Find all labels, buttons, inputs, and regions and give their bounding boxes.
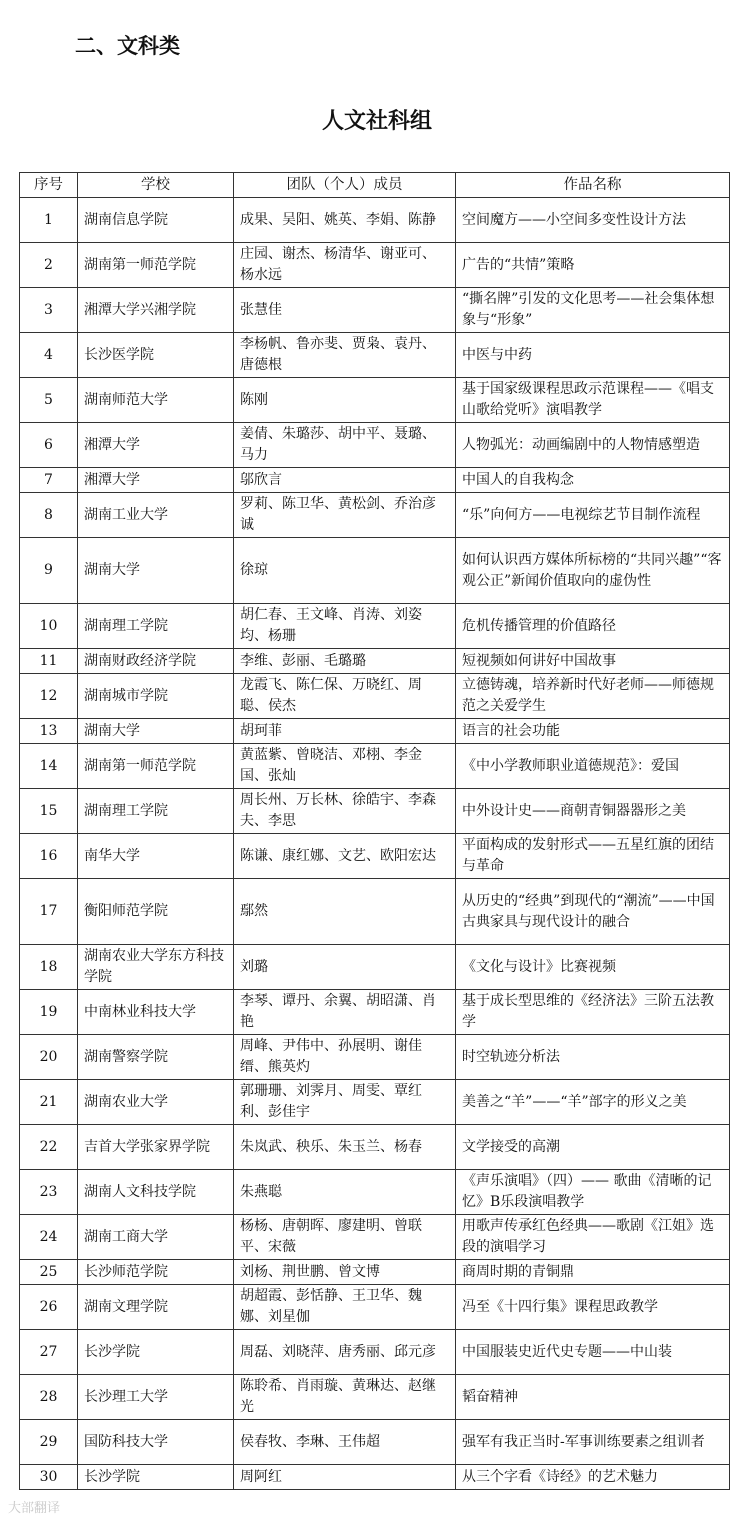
cell-members: 李杨帆、鲁亦斐、贾枭、袁丹、唐德根 bbox=[234, 333, 456, 378]
table-row bbox=[20, 879, 730, 945]
cell-members: 陈刚 bbox=[234, 378, 456, 423]
cell-school: 长沙师范学院 bbox=[78, 1260, 234, 1285]
cell-work-title: 商周时期的青铜鼎 bbox=[456, 1260, 730, 1285]
cell-number: 29 bbox=[20, 1420, 78, 1465]
table-body bbox=[20, 198, 730, 1490]
cell-school: 湖南人文科技学院 bbox=[78, 1170, 234, 1215]
cell-number: 11 bbox=[20, 649, 78, 674]
cell-members: 徐琼 bbox=[234, 538, 456, 604]
cell-work-title: 语言的社会功能 bbox=[456, 719, 730, 744]
table-row bbox=[20, 1420, 730, 1465]
cell-work-title: 立德铸魂，培养新时代好老师——师德规范之关爱学生 bbox=[456, 674, 730, 719]
cell-school: 长沙学院 bbox=[78, 1330, 234, 1375]
cell-school: 湖南工业大学 bbox=[78, 493, 234, 538]
cell-work-title: 韬奋精神 bbox=[456, 1375, 730, 1420]
table-row bbox=[20, 604, 730, 649]
header-members: 团队（个人）成员 bbox=[234, 173, 456, 198]
cell-work-title: 《声乐演唱》（四）—— 歌曲《清晰的记忆》B乐段演唱教学 bbox=[456, 1170, 730, 1215]
cell-members: 朱岚武、秧乐、朱玉兰、杨春 bbox=[234, 1125, 456, 1170]
cell-number: 9 bbox=[20, 538, 78, 604]
table-row bbox=[20, 744, 730, 789]
cell-work-title: 中医与中药 bbox=[456, 333, 730, 378]
cell-members: 陈谦、康红娜、文艺、欧阳宏达 bbox=[234, 834, 456, 879]
cell-school: 国防科技大学 bbox=[78, 1420, 234, 1465]
table-row bbox=[20, 333, 730, 378]
cell-members: 罗莉、陈卫华、黄松剑、乔治彦诚 bbox=[234, 493, 456, 538]
cell-school: 湖南警察学院 bbox=[78, 1035, 234, 1080]
cell-members: 侯春牧、李琳、王伟超 bbox=[234, 1420, 456, 1465]
cell-work-title: 中国服装史近代史专题——中山装 bbox=[456, 1330, 730, 1375]
cell-school: 湖南大学 bbox=[78, 538, 234, 604]
cell-members: 龙霞飞、陈仁保、万晓红、周聪、侯杰 bbox=[234, 674, 456, 719]
cell-number: 24 bbox=[20, 1215, 78, 1260]
table-row bbox=[20, 1125, 730, 1170]
cell-members: 黄蓝紫、曾晓洁、邓栩、李金国、张灿 bbox=[234, 744, 456, 789]
cell-school: 湖南农业大学 bbox=[78, 1080, 234, 1125]
cell-members: 成果、吴阳、姚英、李娟、陈静 bbox=[234, 198, 456, 243]
cell-school: 湖南农业大学东方科技学院 bbox=[78, 945, 234, 990]
table-row bbox=[20, 1465, 730, 1490]
table-row bbox=[20, 674, 730, 719]
cell-number: 20 bbox=[20, 1035, 78, 1080]
table-row bbox=[20, 1170, 730, 1215]
cell-work-title: 美善之“羊”——“羊”部字的形义之美 bbox=[456, 1080, 730, 1125]
cell-work-title: 从三个字看《诗经》的艺术魅力 bbox=[456, 1465, 730, 1490]
table-row bbox=[20, 789, 730, 834]
cell-work-title: 广告的“共情”策略 bbox=[456, 243, 730, 288]
cell-school: 湖南理工学院 bbox=[78, 789, 234, 834]
table-row bbox=[20, 468, 730, 493]
cell-school: 湘潭大学 bbox=[78, 423, 234, 468]
cell-work-title: 时空轨迹分析法 bbox=[456, 1035, 730, 1080]
cell-school: 湖南财政经济学院 bbox=[78, 649, 234, 674]
cell-work-title: “乐”向何方——电视综艺节目制作流程 bbox=[456, 493, 730, 538]
cell-number: 7 bbox=[20, 468, 78, 493]
table-row bbox=[20, 1035, 730, 1080]
table-row bbox=[20, 493, 730, 538]
cell-school: 湘潭大学兴湘学院 bbox=[78, 288, 234, 333]
cell-school: 长沙理工大学 bbox=[78, 1375, 234, 1420]
cell-number: 8 bbox=[20, 493, 78, 538]
cell-work-title: 文学接受的高潮 bbox=[456, 1125, 730, 1170]
award-table bbox=[19, 172, 730, 1490]
cell-number: 2 bbox=[20, 243, 78, 288]
table-row bbox=[20, 288, 730, 333]
cell-members: 朱燕聪 bbox=[234, 1170, 456, 1215]
cell-members: 李维、彭丽、毛璐璐 bbox=[234, 649, 456, 674]
cell-number: 19 bbox=[20, 990, 78, 1035]
table-row bbox=[20, 1375, 730, 1420]
cell-work-title: 《中小学教师职业道德规范》：爱国 bbox=[456, 744, 730, 789]
cell-members: 刘璐 bbox=[234, 945, 456, 990]
table-row bbox=[20, 198, 730, 243]
section-heading: 二、文科类 bbox=[75, 34, 180, 58]
cell-school: 湖南文理学院 bbox=[78, 1285, 234, 1330]
cell-work-title: 如何认识西方媒体所标榜的“共同兴趣”“客观公正”新闻价值取向的虚伪性 bbox=[456, 538, 730, 604]
cell-number: 30 bbox=[20, 1465, 78, 1490]
cell-members: 胡超霞、彭恬静、王卫华、魏娜、刘星伽 bbox=[234, 1285, 456, 1330]
cell-work-title: “撕名牌”引发的文化思考——社会集体想象与“形象” bbox=[456, 288, 730, 333]
table-row bbox=[20, 649, 730, 674]
cell-work-title: 冯至《十四行集》课程思政教学 bbox=[456, 1285, 730, 1330]
cell-number: 15 bbox=[20, 789, 78, 834]
table-row bbox=[20, 990, 730, 1035]
cell-number: 13 bbox=[20, 719, 78, 744]
group-title: 人文社科组 bbox=[321, 109, 432, 134]
cell-work-title: 从历史的“经典”到现代的“潮流”——中国古典家具与现代设计的融合 bbox=[456, 879, 730, 945]
cell-work-title: 平面构成的发射形式——五星红旗的团结与革命 bbox=[456, 834, 730, 879]
cell-number: 26 bbox=[20, 1285, 78, 1330]
table-row bbox=[20, 834, 730, 879]
cell-number: 14 bbox=[20, 744, 78, 789]
header-school: 学校 bbox=[78, 173, 234, 198]
cell-number: 28 bbox=[20, 1375, 78, 1420]
cell-school: 湖南信息学院 bbox=[78, 198, 234, 243]
cell-number: 17 bbox=[20, 879, 78, 945]
cell-work-title: 中外设计史——商朝青铜器器形之美 bbox=[456, 789, 730, 834]
cell-work-title: 危机传播管理的价值路径 bbox=[456, 604, 730, 649]
cell-work-title: 短视频如何讲好中国故事 bbox=[456, 649, 730, 674]
cell-school: 长沙学院 bbox=[78, 1465, 234, 1490]
table-row bbox=[20, 423, 730, 468]
cell-members: 胡珂菲 bbox=[234, 719, 456, 744]
table-row bbox=[20, 378, 730, 423]
header-title: 作品名称 bbox=[456, 173, 730, 198]
cell-school: 湖南师范大学 bbox=[78, 378, 234, 423]
table-row bbox=[20, 719, 730, 744]
table-row bbox=[20, 243, 730, 288]
cell-members: 陈聆希、肖雨璇、黄琳达、赵继光 bbox=[234, 1375, 456, 1420]
cell-school: 湖南第一师范学院 bbox=[78, 243, 234, 288]
cell-work-title: 空间魔方——小空间多变性设计方法 bbox=[456, 198, 730, 243]
cell-school: 南华大学 bbox=[78, 834, 234, 879]
cell-members: 周峰、尹伟中、孙展明、谢佳缙、熊英灼 bbox=[234, 1035, 456, 1080]
header-no: 序号 bbox=[20, 173, 78, 198]
cell-school: 中南林业科技大学 bbox=[78, 990, 234, 1035]
cell-members: 张慧佳 bbox=[234, 288, 456, 333]
cell-number: 3 bbox=[20, 288, 78, 333]
cell-number: 22 bbox=[20, 1125, 78, 1170]
cell-work-title: 用歌声传承红色经典——歌剧《江姐》选段的演唱学习 bbox=[456, 1215, 730, 1260]
cell-number: 4 bbox=[20, 333, 78, 378]
cell-school: 湘潭大学 bbox=[78, 468, 234, 493]
cell-number: 12 bbox=[20, 674, 78, 719]
cell-members: 刘杨、荆世鹏、曾文博 bbox=[234, 1260, 456, 1285]
cell-members: 鄢然 bbox=[234, 879, 456, 945]
cell-members: 周长州、万长林、徐皓宇、李森夫、李思 bbox=[234, 789, 456, 834]
cell-number: 25 bbox=[20, 1260, 78, 1285]
cell-number: 10 bbox=[20, 604, 78, 649]
cell-number: 6 bbox=[20, 423, 78, 468]
table-row bbox=[20, 1285, 730, 1330]
cell-number: 21 bbox=[20, 1080, 78, 1125]
cell-work-title: 中国人的自我构念 bbox=[456, 468, 730, 493]
table-row bbox=[20, 538, 730, 604]
cell-school: 湖南第一师范学院 bbox=[78, 744, 234, 789]
cell-school: 长沙医学院 bbox=[78, 333, 234, 378]
table-row bbox=[20, 1330, 730, 1375]
cell-work-title: 《文化与设计》比赛视频 bbox=[456, 945, 730, 990]
cell-members: 邬欣言 bbox=[234, 468, 456, 493]
cell-members: 郭珊珊、刘霁月、周雯、覃红利、彭佳宇 bbox=[234, 1080, 456, 1125]
cell-members: 周阿红 bbox=[234, 1465, 456, 1490]
cell-members: 胡仁春、王文峰、肖涛、刘姿均、杨珊 bbox=[234, 604, 456, 649]
cell-work-title: 人物弧光：动画编剧中的人物情感塑造 bbox=[456, 423, 730, 468]
watermark: 大部翻译 bbox=[8, 1501, 61, 1516]
table-row bbox=[20, 1260, 730, 1285]
cell-work-title: 强军有我正当时-军事训练要素之组训者 bbox=[456, 1420, 730, 1465]
cell-members: 庄园、谢杰、杨清华、谢亚可、杨水远 bbox=[234, 243, 456, 288]
cell-members: 姜倩、朱璐莎、胡中平、聂璐、马力 bbox=[234, 423, 456, 468]
cell-members: 杨杨、唐朝晖、廖建明、曾联平、宋薇 bbox=[234, 1215, 456, 1260]
cell-number: 5 bbox=[20, 378, 78, 423]
cell-members: 周磊、刘晓萍、唐秀丽、邱元彦 bbox=[234, 1330, 456, 1375]
cell-number: 18 bbox=[20, 945, 78, 990]
cell-work-title: 基于成长型思维的《经济法》三阶五法教学 bbox=[456, 990, 730, 1035]
cell-number: 27 bbox=[20, 1330, 78, 1375]
cell-number: 1 bbox=[20, 198, 78, 243]
cell-school: 衡阳师范学院 bbox=[78, 879, 234, 945]
cell-school: 吉首大学张家界学院 bbox=[78, 1125, 234, 1170]
table-row bbox=[20, 945, 730, 990]
cell-school: 湖南理工学院 bbox=[78, 604, 234, 649]
table-header-row bbox=[20, 173, 730, 198]
table-row bbox=[20, 1080, 730, 1125]
cell-school: 湖南大学 bbox=[78, 719, 234, 744]
cell-number: 23 bbox=[20, 1170, 78, 1215]
cell-school: 湖南工商大学 bbox=[78, 1215, 234, 1260]
cell-number: 16 bbox=[20, 834, 78, 879]
cell-members: 李琴、谭丹、余翼、胡昭潇、肖艳 bbox=[234, 990, 456, 1035]
cell-work-title: 基于国家级课程思政示范课程——《唱支山歌给党听》演唱教学 bbox=[456, 378, 730, 423]
table-row bbox=[20, 1215, 730, 1260]
cell-school: 湖南城市学院 bbox=[78, 674, 234, 719]
